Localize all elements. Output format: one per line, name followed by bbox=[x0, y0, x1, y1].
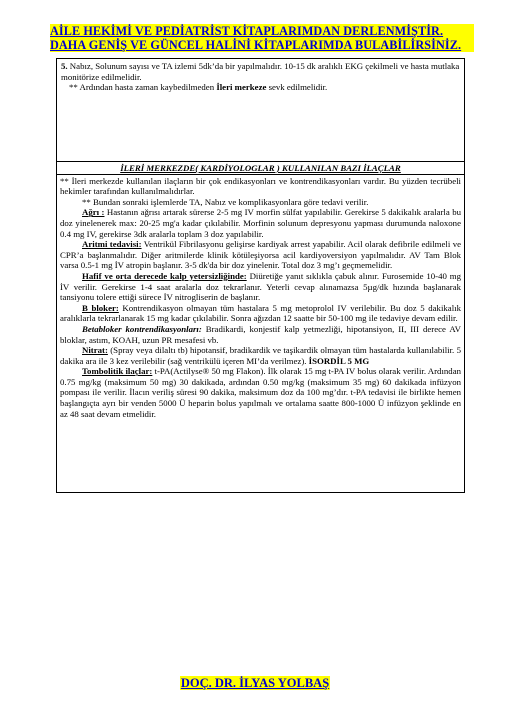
heart-failure-text: Diüretiğe yanıt sıklıkla çabuk alınır. Furosemide 10-40 mg İV verilir. Gerekirse 1-4 saat aralarla doz tekrarlanır. Yeterli cevap alınamazsa 5µg/dk hızında başlanarak tansiyonu tolere ettiği sürece İV nitrogliserin de başlanır. bbox=[60, 270, 461, 303]
item-number: 5. bbox=[61, 61, 68, 71]
header-banner bbox=[50, 24, 474, 52]
referral-text-pre: ** Ardından hasta zaman kaybedilmeden bbox=[69, 82, 217, 93]
author-name: DOÇ. DR. İLYAS YOLBAŞ bbox=[180, 676, 330, 690]
pain-paragraph bbox=[60, 207, 461, 239]
arrhythmia-text: Ventrikül Fibrilasyonu gelişirse kardiyak arrest yapabilir. Acil olarak defibrile edilmeli ve CPR’a başlanmalıdır. Diğer aritmilerde klinik kötüleşiyorsa acil kardiyoversiyon yapılmalıdır. AV Tam Blok varsa 0.5-1 mg İV atropin başlanır. 3-5 dk'da bir doz yinelenir. Total doz 3 mg’ı geçmemelidir. bbox=[60, 239, 461, 271]
beta-contraindications-text: Bradikardi, konjestif kalp yetmezliği, hipotansiyon, II, III derece AV bloklar, astım, KOAH, uzun PR mesafesi vb. bbox=[60, 323, 461, 345]
heart-failure-label: Hafif ve orta derecede kalp yetersizliğinde: bbox=[82, 270, 247, 281]
pain-text: Hastanın ağrısı artarak sürerse 2-5 mg IV morfin sülfat yapılabilir. Gerekirse 5 dakikalık aralarla bu doz yinelenerek max: 20-25 mg'a kadar çıkılabilir. Morfinin solunum depresyonu yapması durumunda naloxone 0.4 mg IV, gerekirse 3dk aralarla toplam 3 doz yapılabilir. bbox=[60, 207, 462, 239]
intro-paragraph: ** İleri merkezde kullanılan ilaçların bir çok endikasyonları ve kontrendikasyonları vardır. Bu yüzden tecrübeli hekimler tarafından kullanılmalıdırlar. bbox=[60, 175, 461, 197]
nitrate-paragraph bbox=[60, 345, 461, 366]
drugs-box bbox=[56, 161, 465, 493]
monitoring-text: Nabız, Solunum sayısı ve TA izlemi 5dk’da bir yapılmalıdır. 10-15 dk aralıklı EKG çekilmeli ve hasta mutlaka monitörize edilmelidir. bbox=[61, 61, 460, 82]
monitoring-box bbox=[56, 58, 465, 162]
monitoring-paragraph bbox=[61, 61, 460, 82]
nitrate-brand: İSORDİL 5 MG bbox=[308, 355, 370, 366]
beta-blocker-paragraph bbox=[60, 303, 461, 324]
drugs-section-title: İLERİ MERKEZDE( KARDİYOLOGLAR ) KULLANILAN BAZI İLAÇLAR bbox=[57, 163, 464, 175]
banner-line-2: DAHA GENİŞ VE GÜNCEL HALİNİ KİTAPLARIMDA BULABİLİRSİNİZ. bbox=[50, 38, 474, 52]
beta-blocker-text: Kontrendikasyon olmayan tüm hastalara 5 mg metoprolol IV verilebilir. Bu doz 5 dakikalık aralıklarla tekrarlanarak 15 mg kadar çıkılabilir. Sonra ağızdan 12 saatte bir 50-100 mg ile tedaviye devam edilir. bbox=[60, 302, 461, 324]
intro-note: ** Bundan sonraki işlemlerde TA, Nabız ve komplikasyonlara göre tedavi verilir. bbox=[82, 196, 369, 207]
thrombolytic-text: t-PA(Actilyse® 50 mg Flakon). İlk olarak 15 mg t-PA IV bolus olarak verilir. Ardından 0.75 mg/kg (maksimum 50 mg) 30 dakikada, ardından 0.50 mg/kg (maksimum 35 mg) 60 dakikada infüzyon pompası ile verilir. İlacın veriliş süresi 90 dakika, maksimum doz da 100 mg’dır. t-PA tedavisi ile birlikte hemen başlangıçta ayrı bir venden 5000 Ü heparin bolus yapılmalı ve ortalama saatte 800-1000 Ü infüzyon şeklinde en az 48 saat devam etmelidir. bbox=[60, 366, 461, 419]
heart-failure-paragraph bbox=[60, 271, 461, 303]
beta-contraindications-label: Betabloker kontrendikasyonları: bbox=[82, 323, 202, 334]
thrombolytic-label: Tombolitik ilaçlar: bbox=[82, 366, 153, 377]
nitrate-label: Nitrat: bbox=[82, 345, 108, 356]
referral-emphasis: İleri merkeze bbox=[216, 82, 267, 93]
pain-label: Ağrı : bbox=[82, 207, 105, 218]
arrhythmia-paragraph bbox=[60, 239, 461, 271]
banner-line-1: AİLE HEKİMİ VE PEDİATRİST KİTAPLARIMDAN DERLENMİŞTİR. bbox=[50, 24, 474, 38]
thrombolytic-paragraph bbox=[60, 366, 461, 419]
author-footer bbox=[0, 674, 510, 692]
referral-paragraph bbox=[61, 82, 460, 93]
beta-blocker-label: B bloker: bbox=[82, 302, 119, 313]
nitrate-text: (Spray veya dilaltı tb) hipotansif, bradikardik ve taşikardik olmayan tüm hastalarda kullanılabilir. 5 dakika ara ile 3 kez verilebilir (sağ ventrikülü içeren MI’da verilmez). bbox=[60, 345, 461, 366]
referral-text-post: sevk edilmelidir. bbox=[266, 82, 328, 93]
beta-contraindications-paragraph bbox=[60, 324, 461, 345]
arrhythmia-label: Aritmi tedavisi: bbox=[82, 239, 142, 250]
